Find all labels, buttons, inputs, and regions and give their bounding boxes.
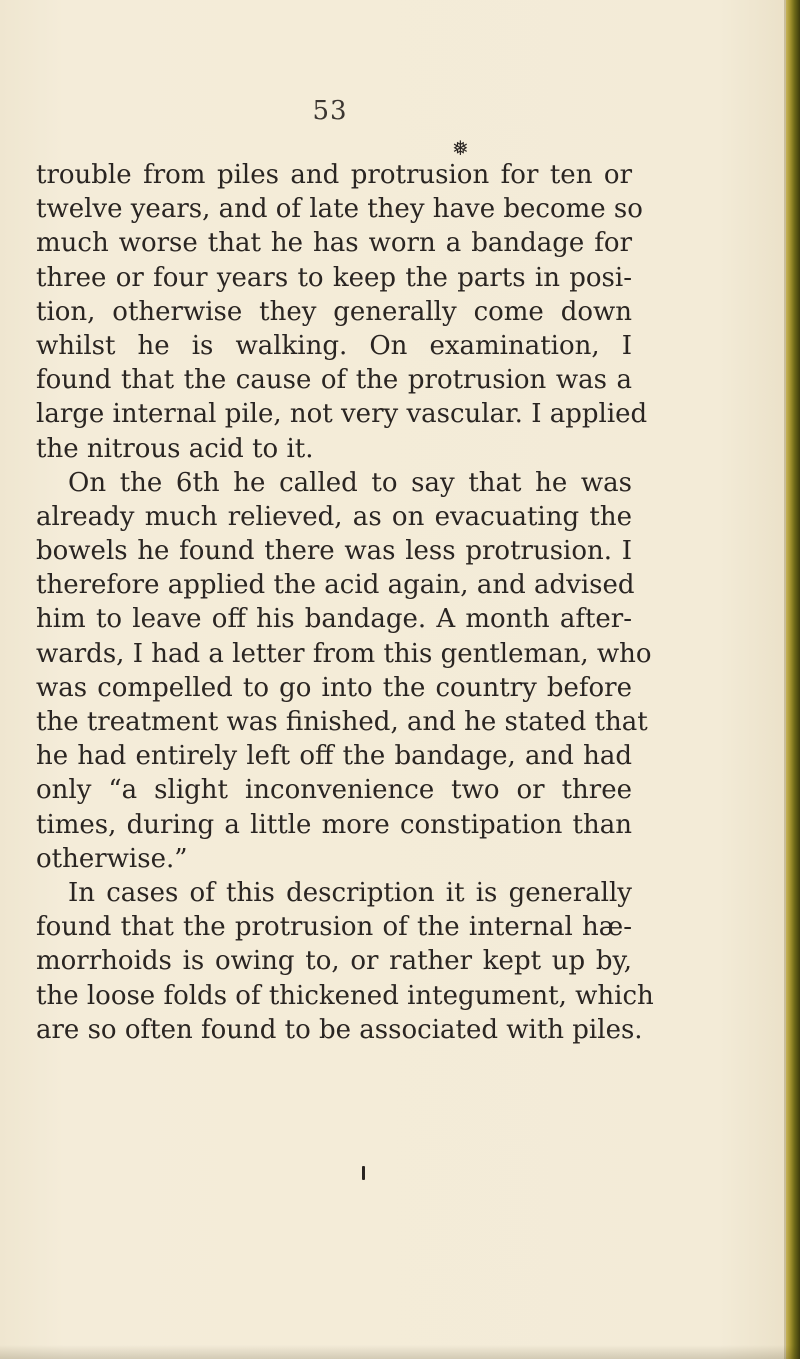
- book-spine-edge: [786, 0, 800, 1359]
- text-line: the treatment was finished, and he stated that: [36, 707, 648, 737]
- body-text: [36, 158, 654, 1047]
- text-line: are so often found to be associated with piles.: [36, 1014, 643, 1045]
- text-line: wards, I had a letter from this gentleman, who: [36, 638, 652, 669]
- text-line: whilst he is walking. On examination, I: [36, 330, 632, 361]
- text-line: much worse that he has worn a bandage for: [36, 228, 632, 259]
- page-bottom-shadow: [0, 1345, 800, 1359]
- text-line: three or four years to keep the parts in posi-: [36, 262, 632, 293]
- text-line: was compelled to go into the country before: [36, 672, 632, 703]
- text-line: In cases of this description it is generally: [68, 877, 632, 908]
- text-line: found that the cause of the protrusion was a: [36, 365, 632, 396]
- text-line: otherwise.”: [36, 843, 188, 874]
- text-line: times, during a little more constipation than: [36, 809, 632, 840]
- text-line: On the 6th he called to say that he was: [68, 467, 632, 498]
- text-line: bowels he found there was less protrusion. I: [36, 536, 632, 567]
- text-line: large internal pile, not very vascular. I applied: [36, 399, 648, 430]
- text-line: the loose folds of thickened integument, which: [36, 980, 654, 1011]
- ink-mark: [362, 1166, 365, 1180]
- text-line: trouble from piles and protrusion for ten or: [36, 160, 632, 190]
- text-line: therefore applied the acid again, and advised: [36, 570, 635, 601]
- page-number: 53: [312, 96, 348, 126]
- text-line: found that the protrusion of the internal hæ-: [36, 912, 632, 943]
- text-line: morrhoids is owing to, or rather kept up by,: [36, 946, 632, 977]
- ornament-mark: ❅: [452, 136, 469, 160]
- text-line: him to leave off his bandage. A month after-: [36, 604, 632, 635]
- text-line: twelve years, and of late they have become so: [36, 194, 643, 225]
- text-line: only “a slight inconvenience two or three: [36, 775, 632, 806]
- text-line: already much relieved, as on evacuating the: [36, 501, 632, 532]
- text-line: the nitrous acid to it.: [36, 433, 314, 464]
- text-line: tion, otherwise they generally come down: [36, 296, 632, 327]
- text-line: he had entirely left off the bandage, and had: [36, 741, 632, 772]
